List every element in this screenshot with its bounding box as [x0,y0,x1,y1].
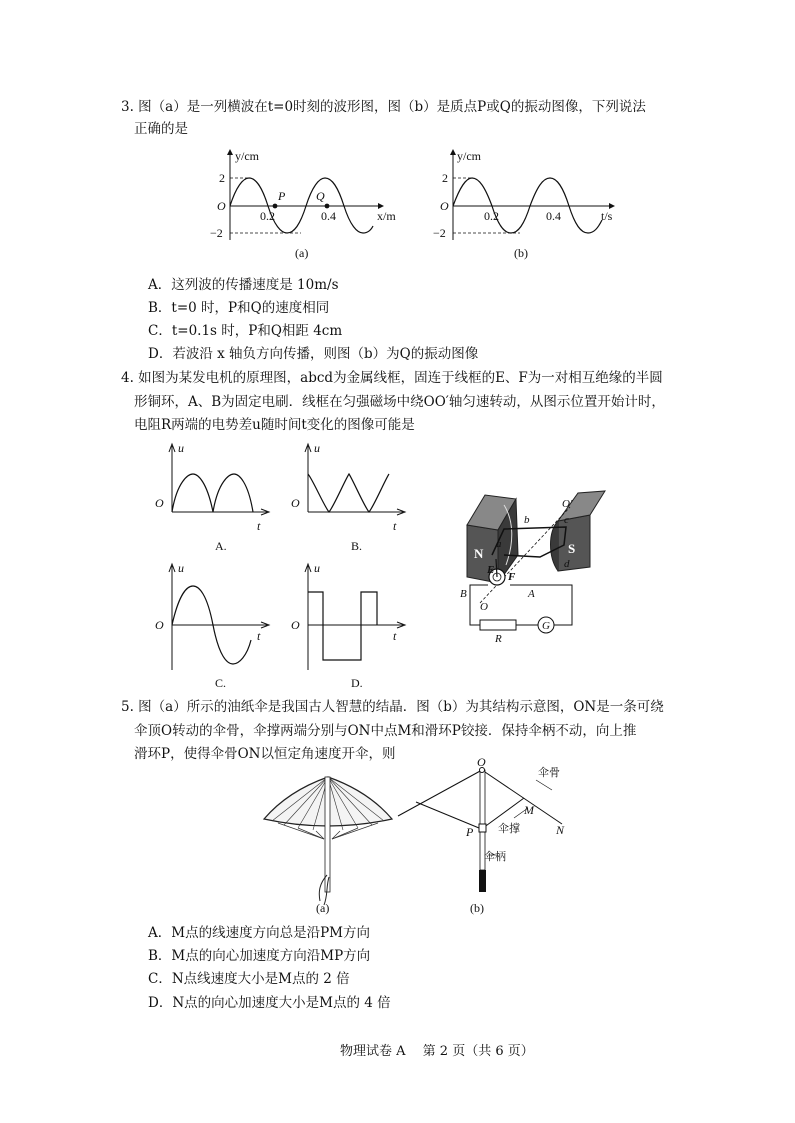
q4-caption-b: B. [351,539,363,553]
q5-fig-a-caption: (a) [316,901,330,915]
svg-text:u: u [314,441,320,455]
q3a-caption: (a) [295,246,309,260]
q3b-y-min: −2 [433,226,446,240]
svg-text:u: u [314,561,320,575]
svg-text:G: G [542,620,550,632]
q5b-label-rib: 伞骨 [538,767,560,779]
q3b-xlabel: t/s [601,209,613,223]
svg-text:O: O [291,496,300,510]
q3a-ylabel: y/cm [235,149,259,163]
q3b-ylabel: y/cm [457,149,481,163]
q4b-waveform [308,474,389,512]
svg-text:t: t [393,519,397,533]
svg-text:O: O [291,618,300,632]
svg-text:t: t [393,629,397,643]
q3b-tick-1: 0.2 [484,209,499,223]
svg-text:t: t [257,519,261,533]
q5b-label-p: P [466,825,474,839]
q4a-waveform [172,474,253,512]
q3a-xlabel: x/m [377,209,396,223]
svg-text:O: O [155,618,164,632]
q5b-label-n: N [556,823,565,837]
q4-caption-c: C. [215,676,227,690]
svg-text:d: d [564,558,570,570]
svg-text:E: E [487,564,495,576]
q3a-tick-1: 0.2 [260,209,275,223]
q4-graph-d [281,560,416,690]
svg-text:S: S [568,541,576,556]
svg-text:t: t [257,629,261,643]
q5-umbrella-illustration [258,765,398,915]
q3a-point-p [273,204,278,209]
q3b-tick-2: 0.4 [546,209,561,223]
q3a-y-max: 2 [219,171,225,185]
q4-caption-a: A. [215,539,227,553]
q3-option-a: A．这列波的传播速度是 10m/s [148,277,339,293]
svg-text:F: F [508,571,516,583]
q3-option-b: B．t=0 时，P和Q的速度相同 [148,300,330,316]
svg-text:a: a [496,538,502,550]
q3b-origin: O [440,199,449,213]
q3-figure-a [205,140,405,265]
q4-caption-d: D. [351,676,363,690]
q3-stem-line-1: 3. 图（a）是一列横波在t=0时刻的波形图，图（b）是质点P或Q的振动图像，下列说法 [121,99,646,115]
q5-stem-line-2: 伞顶O转动的伞骨，伞撑两端分别与ON中点M和滑环P铰接．保持伞柄不动，向上推 [134,723,637,739]
q4-graph-a [145,440,280,560]
q4-stem-line-2: 形铜环，A、B为固定电刷．线框在匀强磁场中绕OO′轴匀速转动，从图示位置开始计时， [134,394,665,410]
q4-graph-b [281,440,416,560]
slide-ring-p [479,824,486,832]
q3a-y-min: −2 [210,226,223,240]
umbrella-grip [479,870,486,892]
svg-text:R: R [495,633,502,645]
svg-text:N: N [474,546,484,561]
q5-stem-line-1: 5. 图（a）所示的油纸伞是我国古人智慧的结晶．图（b）为其结构示意图，ON是一条可绕 [121,699,664,715]
q5-option-b: B．M点的向心加速度方向沿MP方向 [148,948,371,964]
q5-option-a: A．M点的线速度方向总是沿PM方向 [148,925,370,941]
q5-option-c: C．N点线速度大小是M点的 2 倍 [148,971,350,987]
page-footer: 物理试卷 A 第 2 页（共 6 页） [340,1044,534,1059]
q3-figure-b [432,140,632,265]
svg-text:c: c [564,514,569,526]
svg-text:u: u [178,441,184,455]
svg-text:A: A [528,588,535,600]
q3-stem-line-2: 正确的是 [134,121,188,137]
svg-text:O: O [480,601,488,613]
resistor-r [480,620,516,630]
q5-option-d: D．N点的向心加速度大小是M点的 4 倍 [148,995,391,1011]
q4-stem-line-3: 电阻R两端的电势差u随时间t变化的图像可能是 [134,417,415,433]
q3b-y-max: 2 [442,171,448,185]
q3-option-c: C．t=0.1s 时，P和Q相距 4cm [148,323,343,339]
q4-generator-diagram [440,485,605,645]
q4-graph-c [145,560,280,690]
q3a-label-p: P [278,189,286,203]
q3a-point-q [325,204,330,209]
svg-text:u: u [178,561,184,575]
umbrella-handle [325,777,330,892]
svg-text:O: O [155,496,164,510]
svg-text:O′: O′ [562,498,573,510]
q5-stem-line-3: 滑环P，使得伞骨ON以恒定角速度开伞，则 [134,746,396,762]
svg-text:B: B [460,588,467,600]
q5b-caption: (b) [470,901,484,915]
q5-structure-diagram [396,755,576,915]
q4d-waveform [308,592,377,660]
q5b-label-o: O [477,755,486,769]
s-pole-magnet [551,491,606,571]
umbrella-rib-left [398,770,482,816]
q3-option-d: D．若波沿 x 轴负方向传播，则图（b）为Q的振动图像 [148,346,479,362]
q5b-label-handle: 伞柄 [484,851,506,863]
q3a-tick-2: 0.4 [321,209,336,223]
q3b-caption: (b) [514,246,528,260]
svg-text:b: b [524,514,530,526]
q5b-label-m: M [524,803,534,817]
q3a-label-q: Q [316,189,325,203]
q3a-origin: O [217,199,226,213]
q4-stem-line-1: 4. 如图为某发电机的原理图，abcd为金属线框，固连于线框的E、F为一对相互绝缘的半圆 [121,370,663,386]
q5b-label-strut: 伞撑 [498,823,520,835]
